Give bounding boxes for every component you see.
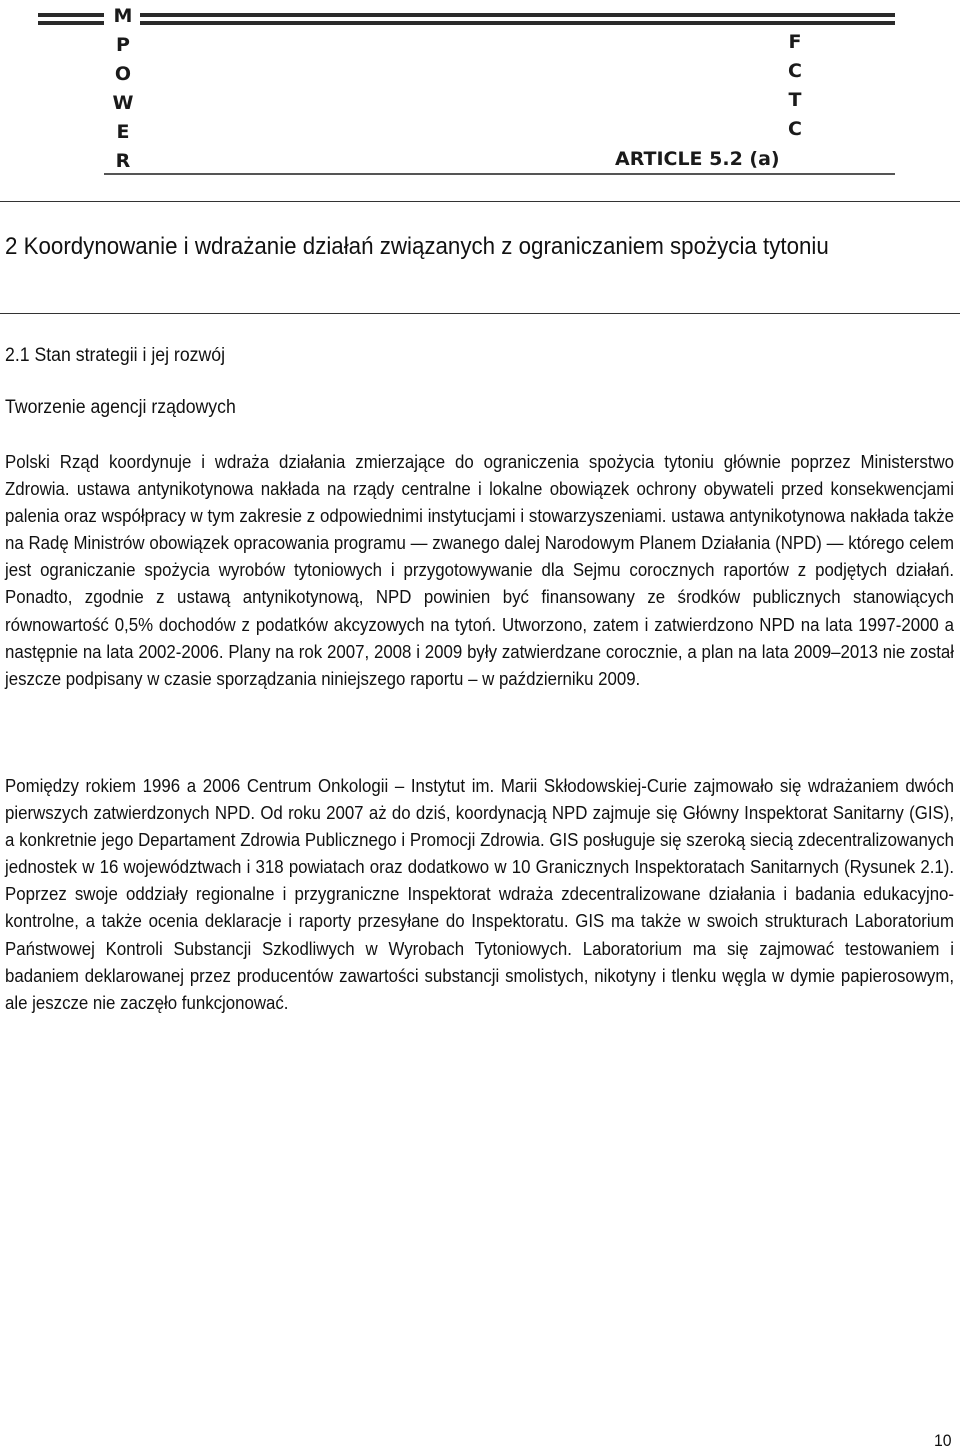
banner-rule-left-bottom — [38, 21, 104, 25]
chapter-title: 2 Koordynowanie i wdrażanie działań związanych z ograniczaniem spożycia tytoniu — [5, 233, 829, 260]
chapter-bottom-rule — [0, 313, 960, 314]
banner-rule-left-top — [38, 13, 104, 17]
mpower-letter: P — [116, 34, 130, 56]
fctc-letter: C — [788, 60, 802, 82]
mpower-vertical-word — [112, 2, 134, 176]
banner-bottom-rule — [104, 173, 895, 175]
fctc-letter: C — [788, 118, 802, 140]
mpower-fctc-banner — [0, 0, 960, 180]
body-paragraph: Pomiędzy rokiem 1996 a 2006 Centrum Onkologii – Instytut im. Marii Skłodowskiej-Curie zajmowało się wdrażaniem dwóch pierwszych zatwierdzonych NPD. Od roku 2007 aż do dziś, koordynacją NPD zajmuje się Główny Inspektorat Sanitarny (GIS), a konkretnie jego Departament Zdrowia Publicznego i Promocji Zdrowia. GIS posługuje się szeroką siecią zdecentralizowanych jednostek w 16 województwach i 318 powiatach oraz dodatkowo w 10 Granicznych Inspektoratach Sanitarnych (Rysunek 2.1). Poprzez swoje oddziały regionalne i przygraniczne Inspektorat wdraża zdecentralizowane działania i badania edukacyjno-kontrolne, a także ocenia deklaracje i raporty przesyłane do Inspektoratu. GIS ma także w swoich strukturach Laboratorium Państwowej Kontroli Substancji Szkodliwych w Wyrobach Tytoniowych. Laboratorium ma się zajmować testowaniem i badaniem deklarowanej przez producentów zawartości substancji smolistych, nikotyny i tlenku węgla w dymie papierosowym, ale jeszcze nie zaczęło funkcjonować. — [5, 776, 955, 1013]
body-paragraph: Polski Rząd koordynuje i wdraża działania zmierzające do ograniczenia spożycia tytoniu głównie poprzez Ministerstwo Zdrowia. ustawa antynikotynowa nakłada na rządy centralne i lokalne obowiązek ochrony obywateli przed konsekwencjami palenia oraz współpracy w tym zakresie z odpowiednimi instytucjami i stowarzyszeniami. ustawa antynikotynowa nakłada także na Radę Ministrów obowiązek opracowania programu — zwanego dalej Narodowym Planem Działania (NPD) — którego celem jest ograniczanie spożycia wyrobów tytoniowych i przygotowywanie dla Sejmu corocznych raportów z podjętych działań. Ponadto, zgodnie z ustawą antynikotynową, NPD powinien być finansowany ze środków publicznych stanowiących równowartość 0,5% dochodów z podatków akcyzowych na tytoń. Utworzono, zatem i zatwierdzono NPD na lata 1997-2000 a następnie na lata 2002-2006. Plany na rok 2007, 2008 i 2009 były zatwierdzane corocznie, a plan na lata 2009–2013 nie został jeszcze podpisany w czasie sporządzania niniejszego raportu – w październiku 2009. — [5, 452, 955, 689]
mpower-letter: E — [116, 121, 130, 143]
mpower-letter: W — [112, 92, 134, 114]
mpower-letter: O — [114, 63, 132, 85]
banner-rule-right-bottom — [140, 21, 895, 25]
mpower-letter: M — [113, 5, 133, 27]
article-label: ARTICLE 5.2 (a) — [615, 148, 780, 170]
subsection-title: Tworzenie agencji rządowych — [5, 397, 236, 418]
banner-rule-right-top — [140, 13, 895, 17]
fctc-vertical-word — [784, 28, 806, 144]
fctc-letter: F — [788, 31, 802, 53]
fctc-letter: T — [788, 89, 802, 111]
chapter-top-rule — [0, 201, 960, 202]
section-title: 2.1 Stan strategii i jej rozwój — [5, 345, 226, 366]
mpower-letter: R — [115, 150, 131, 172]
page-number: 10 — [934, 1431, 952, 1450]
